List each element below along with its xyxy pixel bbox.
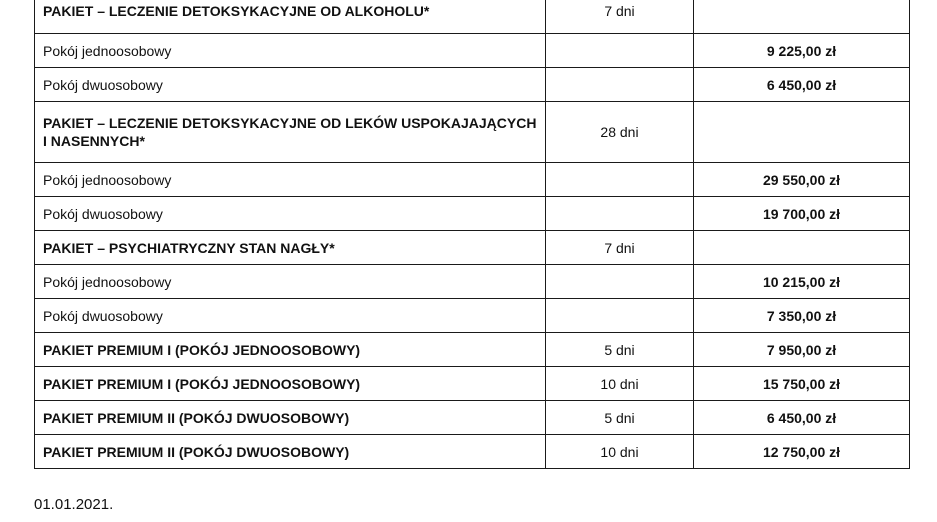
duration bbox=[546, 34, 694, 68]
duration bbox=[546, 68, 694, 102]
duration bbox=[546, 163, 694, 197]
price: 6 450,00 zł bbox=[694, 68, 910, 102]
package-name: PAKIET PREMIUM II (POKÓJ DWUOSOBOWY) bbox=[35, 435, 546, 469]
table-row bbox=[35, 34, 910, 68]
table-row bbox=[35, 163, 910, 197]
price: 15 750,00 zł bbox=[694, 367, 910, 401]
price: 9 225,00 zł bbox=[694, 34, 910, 68]
package-name: PAKIET – LECZENIE DETOKSYKACYJNE OD LEKÓW USPOKAJAJĄCYCH I NASENNYCH* bbox=[35, 102, 546, 163]
table-row bbox=[35, 333, 910, 367]
price: 7 350,00 zł bbox=[694, 299, 910, 333]
table-row bbox=[35, 231, 910, 265]
price-table bbox=[34, 0, 910, 469]
duration: 7 dni bbox=[546, 0, 694, 34]
price bbox=[694, 102, 910, 163]
package-name: PAKIET PREMIUM I (POKÓJ JEDNOOSOBOWY) bbox=[35, 333, 546, 367]
package-name: PAKIET – PSYCHIATRYCZNY STAN NAGŁY* bbox=[35, 231, 546, 265]
price: 6 450,00 zł bbox=[694, 401, 910, 435]
table-row bbox=[35, 197, 910, 231]
duration: 5 dni bbox=[546, 401, 694, 435]
package-name: PAKIET – LECZENIE DETOKSYKACYJNE OD ALKOHOLU* bbox=[35, 0, 546, 34]
room-type: Pokój jednoosobowy bbox=[35, 265, 546, 299]
price: 7 950,00 zł bbox=[694, 333, 910, 367]
table-row bbox=[35, 102, 910, 163]
room-type: Pokój dwuosobowy bbox=[35, 299, 546, 333]
duration bbox=[546, 265, 694, 299]
table-row bbox=[35, 265, 910, 299]
price: 10 215,00 zł bbox=[694, 265, 910, 299]
price: 19 700,00 zł bbox=[694, 197, 910, 231]
duration: 10 dni bbox=[546, 435, 694, 469]
price bbox=[694, 231, 910, 265]
duration: 10 dni bbox=[546, 367, 694, 401]
room-type: Pokój dwuosobowy bbox=[35, 68, 546, 102]
table-row bbox=[35, 68, 910, 102]
table-row bbox=[35, 435, 910, 469]
table-row bbox=[35, 401, 910, 435]
price bbox=[694, 0, 910, 34]
duration bbox=[546, 197, 694, 231]
price: 29 550,00 zł bbox=[694, 163, 910, 197]
room-type: Pokój jednoosobowy bbox=[35, 34, 546, 68]
package-name: PAKIET PREMIUM II (POKÓJ DWUOSOBOWY) bbox=[35, 401, 546, 435]
duration: 7 dni bbox=[546, 231, 694, 265]
document-date: 01.01.2021. bbox=[34, 496, 114, 513]
duration bbox=[546, 299, 694, 333]
room-type: Pokój dwuosobowy bbox=[35, 197, 546, 231]
price: 12 750,00 zł bbox=[694, 435, 910, 469]
room-type: Pokój jednoosobowy bbox=[35, 163, 546, 197]
table-row bbox=[35, 299, 910, 333]
duration: 28 dni bbox=[546, 102, 694, 163]
duration: 5 dni bbox=[546, 333, 694, 367]
package-name: PAKIET PREMIUM I (POKÓJ JEDNOOSOBOWY) bbox=[35, 367, 546, 401]
table-row bbox=[35, 367, 910, 401]
table-row bbox=[35, 0, 910, 34]
